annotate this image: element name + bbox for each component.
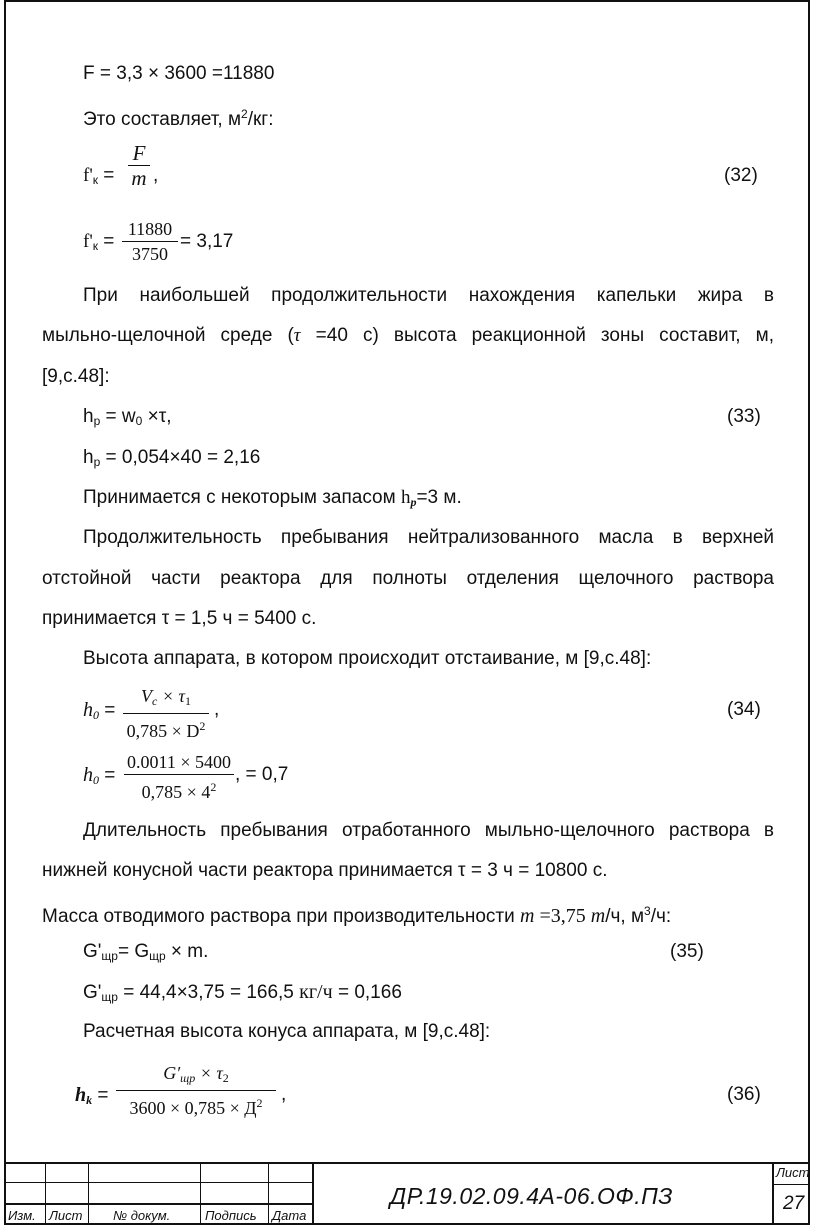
grid-line: [268, 1162, 269, 1225]
paragraph-3-line-1: Длительность пребывания отработанного мыльно-щелочного раствора в: [83, 820, 774, 841]
fraction-h0-calc: 0.0011 × 5400 $0,785 \times 4^2$: [124, 751, 234, 803]
paragraph-2-line-2: отстойной части реактора для полноты отделения щелочного раствора: [42, 568, 774, 589]
formula-g: $G'_{щр}= G_{щр} \times m$.: [83, 941, 209, 963]
col-izm: Изм.: [8, 1208, 36, 1223]
h0-result: , = 0,7: [235, 764, 289, 785]
text-accept: Принимается с некоторым запасом $h_р=3$ м.: [83, 487, 462, 509]
col-list: Лист: [49, 1208, 83, 1223]
paragraph-3-line-2: нижней конусной части реактора принимается τ = 3 ч = 10800 с.: [42, 860, 608, 881]
fraction-fk: F m: [128, 142, 150, 189]
equation-number-34: (34): [727, 699, 761, 720]
formula-hp-calc: $h_р = 0,054\times 40 = 2,16$: [83, 447, 261, 469]
grid-line: [4, 1182, 312, 1183]
col-date: Дата: [272, 1208, 307, 1223]
grid-line: [772, 1162, 774, 1225]
grid-line: [772, 1184, 810, 1185]
paragraph-1-line-1: При наибольшей продолжительности нахождения капельки жира в: [83, 285, 774, 306]
col-sign: Подпись: [205, 1208, 257, 1223]
equation-number-35: (35): [670, 941, 704, 962]
fraction-hk: $G'_{щр} \times \tau_2$ $3600 \times 0,785 \times Д^2$: [116, 1062, 276, 1119]
text-cone: Расчетная высота конуса аппарата, м [9,с.48]:: [83, 1021, 491, 1042]
text-mass: Масса отводимого раствора при производительности m =3,75 т/ч, $м^3/ч$:: [42, 904, 672, 927]
formula-f: F = 3,3 × 3600 =11880: [83, 63, 275, 84]
fraction-fk-calc: 11880 3750: [122, 218, 178, 265]
equation-number-33: (33): [727, 406, 761, 427]
text-this-is: Это составляет, $м^2/кг$:: [83, 107, 274, 130]
formula-g-calc: $G'_{щр} = 44,4\times 3,75 = 166,5$ кг/ч = 0,166: [83, 981, 402, 1004]
grid-line: [4, 1203, 312, 1205]
grid-line: [45, 1162, 46, 1225]
document-code: ДР.19.02.09.4А-06.ОФ.ПЗ: [390, 1183, 673, 1209]
grid-line: [312, 1162, 314, 1225]
fk-result: = 3,17: [180, 231, 234, 252]
grid-line: [200, 1162, 201, 1225]
comma: ,: [214, 699, 220, 720]
grid-line: [88, 1162, 89, 1225]
formula-h0-calc: $h_0$ =: [83, 764, 116, 787]
formula-hk: $h_k$ =: [75, 1084, 109, 1107]
formula-h0: $h_0$ =: [83, 699, 116, 722]
paragraph-1-line-2: мыльно-щелочной среде (τ =40 с) высота реакционной зоны составит, м,: [42, 325, 774, 346]
sheet-label: Лист: [776, 1165, 810, 1180]
formula-hp: $h_р = w_0 \times\tau$,: [83, 406, 172, 428]
equation-number-36: (36): [727, 1084, 761, 1105]
formula-fk: $f'_к$ =: [83, 165, 115, 187]
col-doc: № докум.: [113, 1208, 171, 1223]
text-height: Высота аппарата, в котором происходит отстаивание, м [9,с.48]:: [83, 648, 652, 669]
formula-fk-calc: $f'_к$ =: [83, 231, 115, 253]
paragraph-2-line-1: Продолжительность пребывания нейтрализованного масла в верхней: [83, 527, 774, 548]
title-block-top-border: [4, 1162, 810, 1164]
sheet-number: 27: [783, 1193, 805, 1214]
paragraph-2-line-3: принимается τ = 1,5 ч = 5400 с.: [42, 608, 317, 629]
paragraph-1-line-3: [9,с.48]:: [42, 366, 110, 387]
comma: ,: [153, 165, 159, 186]
fraction-h0: $V_c \times \tau_1$ $0,785 \times D^2$: [123, 685, 209, 742]
equation-number-32: (32): [724, 165, 758, 186]
comma: ,: [281, 1084, 287, 1105]
